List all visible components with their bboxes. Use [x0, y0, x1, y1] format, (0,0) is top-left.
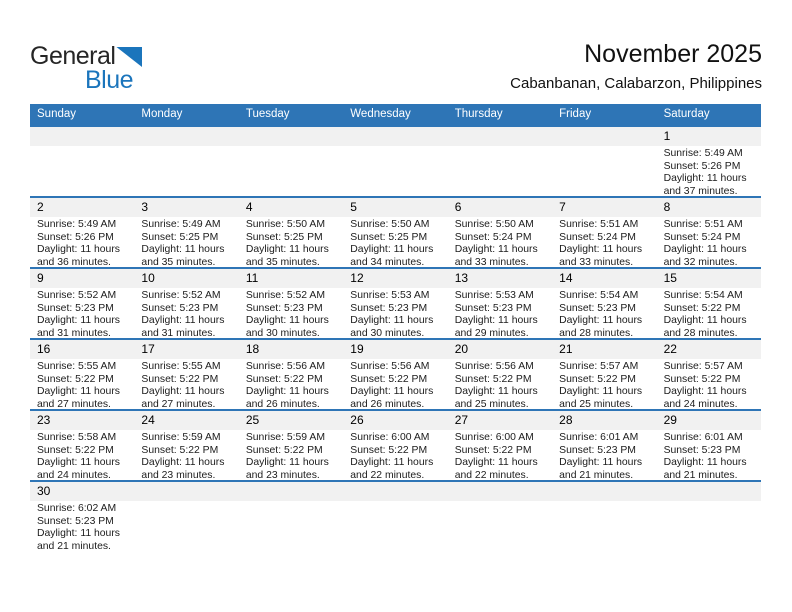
detail-line: and 31 minutes.: [141, 328, 216, 338]
day-details: [30, 288, 134, 338]
detail-line: and 34 minutes.: [350, 257, 425, 267]
detail-line: Daylight: 11 hours: [37, 386, 120, 398]
week-row: [30, 409, 761, 480]
detail-line: Sunset: 5:22 PM: [454, 373, 532, 385]
detail-line: Daylight: 11 hours: [141, 315, 225, 327]
detail-line: Daylight: 11 hours: [141, 386, 225, 398]
detail-line: Sunset: 5:22 PM: [141, 444, 219, 456]
detail-line: and 33 minutes.: [454, 257, 529, 267]
detail-line: Sunset: 5:24 PM: [559, 231, 636, 243]
day-number: 30: [30, 482, 134, 501]
day-number: 25: [239, 411, 343, 430]
day-details: [134, 359, 238, 409]
detail-line: Sunrise: 6:01 AM: [559, 432, 639, 443]
day-details: [448, 430, 552, 480]
day-number: 29: [657, 411, 761, 430]
detail-line: Daylight: 11 hours: [663, 386, 747, 398]
detail-line: Daylight: 11 hours: [559, 386, 643, 398]
day-details: [134, 430, 238, 480]
day-details: [657, 217, 761, 267]
day-cell: [239, 269, 343, 338]
day-number: 9: [30, 269, 134, 288]
detail-line: Sunrise: 5:50 AM: [350, 219, 430, 230]
detail-line: Sunset: 5:24 PM: [454, 231, 532, 243]
empty-day-cell: [343, 482, 447, 551]
detail-line: and 27 minutes.: [37, 399, 111, 409]
day-number: 18: [239, 340, 343, 359]
week-row: [30, 125, 761, 196]
detail-line: Daylight: 11 hours: [663, 457, 747, 469]
day-cell: [552, 269, 656, 338]
detail-line: Sunset: 5:22 PM: [37, 373, 114, 385]
detail-line: Daylight: 11 hours: [350, 244, 434, 256]
detail-line: Daylight: 11 hours: [454, 315, 538, 327]
day-cell: [30, 482, 134, 551]
detail-line: and 31 minutes.: [37, 328, 111, 338]
day-number: 16: [30, 340, 134, 359]
detail-line: Daylight: 11 hours: [141, 457, 225, 469]
detail-line: and 30 minutes.: [350, 328, 425, 338]
day-number: [657, 482, 761, 501]
day-cell: [30, 269, 134, 338]
day-details: [30, 501, 134, 551]
detail-line: and 30 minutes.: [245, 328, 320, 338]
day-cell: [30, 340, 134, 409]
detail-line: Sunrise: 5:55 AM: [141, 361, 221, 372]
detail-line: Sunset: 5:22 PM: [663, 302, 741, 314]
day-details: [30, 430, 134, 480]
detail-line: Sunrise: 5:58 AM: [37, 432, 117, 443]
detail-line: and 36 minutes.: [37, 257, 111, 267]
day-cell: [552, 340, 656, 409]
detail-line: and 23 minutes.: [245, 470, 320, 480]
weekday-sunday: Sunday: [37, 108, 77, 120]
day-number: [448, 127, 552, 146]
day-number: [552, 127, 656, 146]
day-cell: [239, 340, 343, 409]
detail-line: and 25 minutes.: [454, 399, 529, 409]
detail-line: and 24 minutes.: [37, 470, 111, 480]
day-number: 6: [448, 198, 552, 217]
day-details: [239, 359, 343, 409]
day-number: 15: [657, 269, 761, 288]
day-number: 23: [30, 411, 134, 430]
detail-line: and 22 minutes.: [454, 470, 529, 480]
detail-line: and 24 minutes.: [663, 399, 738, 409]
day-details: [552, 430, 656, 480]
day-details: [657, 359, 761, 409]
logo-text-general: General: [30, 42, 116, 70]
detail-line: Sunrise: 5:56 AM: [454, 361, 534, 372]
detail-line: Sunset: 5:25 PM: [245, 231, 323, 243]
day-cell: [448, 411, 552, 480]
detail-line: Sunrise: 6:02 AM: [37, 503, 117, 514]
day-cell: [552, 198, 656, 267]
detail-line: Sunset: 5:22 PM: [454, 444, 532, 456]
detail-line: Daylight: 11 hours: [663, 173, 747, 185]
calendar-table: [30, 104, 761, 551]
day-number: [552, 482, 656, 501]
empty-day-cell: [343, 127, 447, 196]
detail-line: Sunset: 5:26 PM: [37, 231, 114, 243]
general-blue-logo: [30, 42, 142, 94]
day-number: 8: [657, 198, 761, 217]
detail-line: Sunset: 5:23 PM: [350, 302, 428, 314]
day-cell: [343, 198, 447, 267]
week-row: [30, 267, 761, 338]
detail-line: and 35 minutes.: [141, 257, 216, 267]
detail-line: Sunrise: 5:50 AM: [245, 219, 325, 230]
detail-line: Sunrise: 5:52 AM: [37, 290, 117, 301]
detail-line: Sunrise: 6:01 AM: [663, 432, 743, 443]
detail-line: Sunrise: 5:57 AM: [559, 361, 639, 372]
week-row: [30, 338, 761, 409]
weekday-header-row: [30, 104, 761, 125]
detail-line: Sunrise: 5:52 AM: [245, 290, 325, 301]
day-cell: [30, 198, 134, 267]
detail-line: Sunset: 5:23 PM: [559, 302, 636, 314]
day-number: [134, 127, 238, 146]
detail-line: and 29 minutes.: [454, 328, 529, 338]
empty-day-cell: [552, 127, 656, 196]
weekday-wednesday: Wednesday: [350, 108, 411, 120]
detail-line: Sunset: 5:24 PM: [663, 231, 741, 243]
day-number: 1: [657, 127, 761, 146]
day-cell: [343, 411, 447, 480]
detail-line: Sunset: 5:22 PM: [350, 373, 428, 385]
detail-line: Sunset: 5:22 PM: [37, 444, 114, 456]
detail-line: Daylight: 11 hours: [245, 457, 329, 469]
detail-line: and 21 minutes.: [663, 470, 738, 480]
day-number: 10: [134, 269, 238, 288]
detail-line: Daylight: 11 hours: [350, 315, 434, 327]
day-cell: [239, 411, 343, 480]
detail-line: Sunrise: 5:56 AM: [245, 361, 325, 372]
page-subtitle: Cabanbanan, Calabarzon, Philippines: [510, 75, 762, 92]
detail-line: Daylight: 11 hours: [141, 244, 225, 256]
detail-line: Sunset: 5:25 PM: [350, 231, 428, 243]
week-row: [30, 196, 761, 267]
day-cell: [134, 198, 238, 267]
calendar-weeks: [30, 125, 761, 551]
empty-day-cell: [239, 127, 343, 196]
day-number: 7: [552, 198, 656, 217]
day-details: [552, 288, 656, 338]
empty-day-cell: [552, 482, 656, 551]
day-details: [343, 288, 447, 338]
detail-line: Daylight: 11 hours: [559, 315, 643, 327]
weekday-thursday: Thursday: [454, 108, 503, 120]
detail-line: Daylight: 11 hours: [37, 315, 120, 327]
day-cell: [134, 340, 238, 409]
detail-line: Sunset: 5:22 PM: [350, 444, 428, 456]
day-number: 12: [343, 269, 447, 288]
day-number: [239, 482, 343, 501]
logo-triangle-icon: [116, 47, 142, 67]
detail-line: and 26 minutes.: [245, 399, 320, 409]
detail-line: Sunrise: 5:59 AM: [141, 432, 221, 443]
day-number: [30, 127, 134, 146]
detail-line: Sunrise: 5:52 AM: [141, 290, 221, 301]
detail-line: Sunrise: 6:00 AM: [454, 432, 534, 443]
detail-line: Sunrise: 5:53 AM: [350, 290, 430, 301]
day-details: [657, 146, 761, 196]
day-number: 13: [448, 269, 552, 288]
detail-line: Daylight: 11 hours: [454, 244, 538, 256]
detail-line: and 28 minutes.: [663, 328, 738, 338]
day-cell: [343, 269, 447, 338]
weekday-friday: Friday: [559, 108, 592, 120]
day-cell: [657, 198, 761, 267]
detail-line: and 33 minutes.: [559, 257, 634, 267]
day-number: [343, 127, 447, 146]
detail-line: Sunrise: 5:54 AM: [559, 290, 639, 301]
detail-line: and 22 minutes.: [350, 470, 425, 480]
detail-line: Daylight: 11 hours: [245, 386, 329, 398]
day-number: 17: [134, 340, 238, 359]
detail-line: Sunrise: 5:49 AM: [663, 148, 743, 159]
day-details: [448, 288, 552, 338]
day-cell: [552, 411, 656, 480]
logo-text-blue: Blue: [85, 66, 134, 94]
day-cell: [657, 269, 761, 338]
detail-line: Sunset: 5:23 PM: [37, 302, 114, 314]
day-details: [448, 217, 552, 267]
day-number: 21: [552, 340, 656, 359]
detail-line: Daylight: 11 hours: [245, 244, 329, 256]
day-details: [657, 430, 761, 480]
detail-line: Daylight: 11 hours: [350, 457, 434, 469]
day-cell: [134, 411, 238, 480]
empty-day-cell: [448, 482, 552, 551]
detail-line: Sunset: 5:22 PM: [245, 373, 323, 385]
day-number: 22: [657, 340, 761, 359]
detail-line: Sunset: 5:23 PM: [37, 515, 114, 527]
detail-line: Sunset: 5:22 PM: [559, 373, 636, 385]
day-number: 5: [343, 198, 447, 217]
day-cell: [448, 198, 552, 267]
detail-line: Sunrise: 5:49 AM: [37, 219, 117, 230]
day-details: [343, 217, 447, 267]
day-number: 26: [343, 411, 447, 430]
day-number: 28: [552, 411, 656, 430]
day-number: 24: [134, 411, 238, 430]
day-cell: [657, 340, 761, 409]
detail-line: Sunrise: 5:56 AM: [350, 361, 430, 372]
detail-line: Daylight: 11 hours: [37, 528, 120, 540]
detail-line: Sunset: 5:22 PM: [245, 444, 323, 456]
day-cell: [343, 340, 447, 409]
detail-line: Sunset: 5:23 PM: [559, 444, 636, 456]
detail-line: Daylight: 11 hours: [559, 244, 643, 256]
detail-line: Sunset: 5:22 PM: [663, 373, 741, 385]
detail-line: Sunrise: 5:55 AM: [37, 361, 117, 372]
week-row: [30, 480, 761, 551]
day-details: [239, 430, 343, 480]
detail-line: Daylight: 11 hours: [37, 457, 120, 469]
detail-line: Sunrise: 5:51 AM: [663, 219, 743, 230]
detail-line: and 27 minutes.: [141, 399, 216, 409]
empty-day-cell: [448, 127, 552, 196]
detail-line: Sunrise: 5:49 AM: [141, 219, 221, 230]
day-cell: [448, 269, 552, 338]
day-details: [448, 359, 552, 409]
day-details: [134, 217, 238, 267]
day-details: [552, 359, 656, 409]
detail-line: Daylight: 11 hours: [559, 457, 643, 469]
detail-line: and 26 minutes.: [350, 399, 425, 409]
day-cell: [239, 198, 343, 267]
day-details: [134, 288, 238, 338]
detail-line: Sunrise: 5:53 AM: [454, 290, 534, 301]
detail-line: Daylight: 11 hours: [350, 386, 434, 398]
day-number: 11: [239, 269, 343, 288]
detail-line: and 25 minutes.: [559, 399, 634, 409]
day-number: [239, 127, 343, 146]
detail-line: Sunset: 5:25 PM: [141, 231, 219, 243]
detail-line: Daylight: 11 hours: [245, 315, 329, 327]
detail-line: Daylight: 11 hours: [663, 315, 747, 327]
empty-day-cell: [30, 127, 134, 196]
day-details: [30, 217, 134, 267]
day-number: [134, 482, 238, 501]
empty-day-cell: [239, 482, 343, 551]
detail-line: Sunset: 5:23 PM: [454, 302, 532, 314]
day-cell: [30, 411, 134, 480]
detail-line: Daylight: 11 hours: [454, 457, 538, 469]
day-number: 4: [239, 198, 343, 217]
weekday-saturday: Saturday: [663, 108, 710, 120]
detail-line: Sunrise: 6:00 AM: [350, 432, 430, 443]
detail-line: Sunrise: 5:50 AM: [454, 219, 534, 230]
detail-line: Sunset: 5:22 PM: [141, 373, 219, 385]
day-cell: [134, 269, 238, 338]
day-details: [343, 430, 447, 480]
day-cell: [657, 411, 761, 480]
detail-line: and 21 minutes.: [559, 470, 634, 480]
day-number: [343, 482, 447, 501]
detail-line: Sunset: 5:23 PM: [245, 302, 323, 314]
day-number: 14: [552, 269, 656, 288]
detail-line: and 23 minutes.: [141, 470, 216, 480]
detail-line: Sunrise: 5:57 AM: [663, 361, 743, 372]
day-number: 20: [448, 340, 552, 359]
day-details: [657, 288, 761, 338]
detail-line: and 35 minutes.: [245, 257, 320, 267]
detail-line: Sunrise: 5:59 AM: [245, 432, 325, 443]
detail-line: and 37 minutes.: [663, 186, 738, 196]
detail-line: and 21 minutes.: [37, 541, 111, 551]
detail-line: Daylight: 11 hours: [37, 244, 120, 256]
empty-day-cell: [134, 482, 238, 551]
detail-line: Sunset: 5:23 PM: [663, 444, 741, 456]
day-details: [239, 217, 343, 267]
detail-line: and 32 minutes.: [663, 257, 738, 267]
page-title: November 2025: [584, 40, 762, 68]
day-cell: [448, 340, 552, 409]
empty-day-cell: [134, 127, 238, 196]
day-details: [552, 217, 656, 267]
day-details: [239, 288, 343, 338]
title-block: [510, 40, 762, 92]
day-details: [343, 359, 447, 409]
day-cell: [657, 127, 761, 196]
detail-line: Daylight: 11 hours: [663, 244, 747, 256]
day-number: 2: [30, 198, 134, 217]
empty-day-cell: [657, 482, 761, 551]
detail-line: Sunrise: 5:54 AM: [663, 290, 743, 301]
day-details: [30, 359, 134, 409]
weekday-monday: Monday: [141, 108, 183, 120]
day-number: 19: [343, 340, 447, 359]
day-number: 3: [134, 198, 238, 217]
detail-line: Sunrise: 5:51 AM: [559, 219, 639, 230]
detail-line: Sunset: 5:26 PM: [663, 160, 741, 172]
day-number: [448, 482, 552, 501]
detail-line: Sunset: 5:23 PM: [141, 302, 219, 314]
detail-line: and 28 minutes.: [559, 328, 634, 338]
detail-line: Daylight: 11 hours: [454, 386, 538, 398]
day-number: 27: [448, 411, 552, 430]
weekday-tuesday: Tuesday: [245, 108, 290, 120]
